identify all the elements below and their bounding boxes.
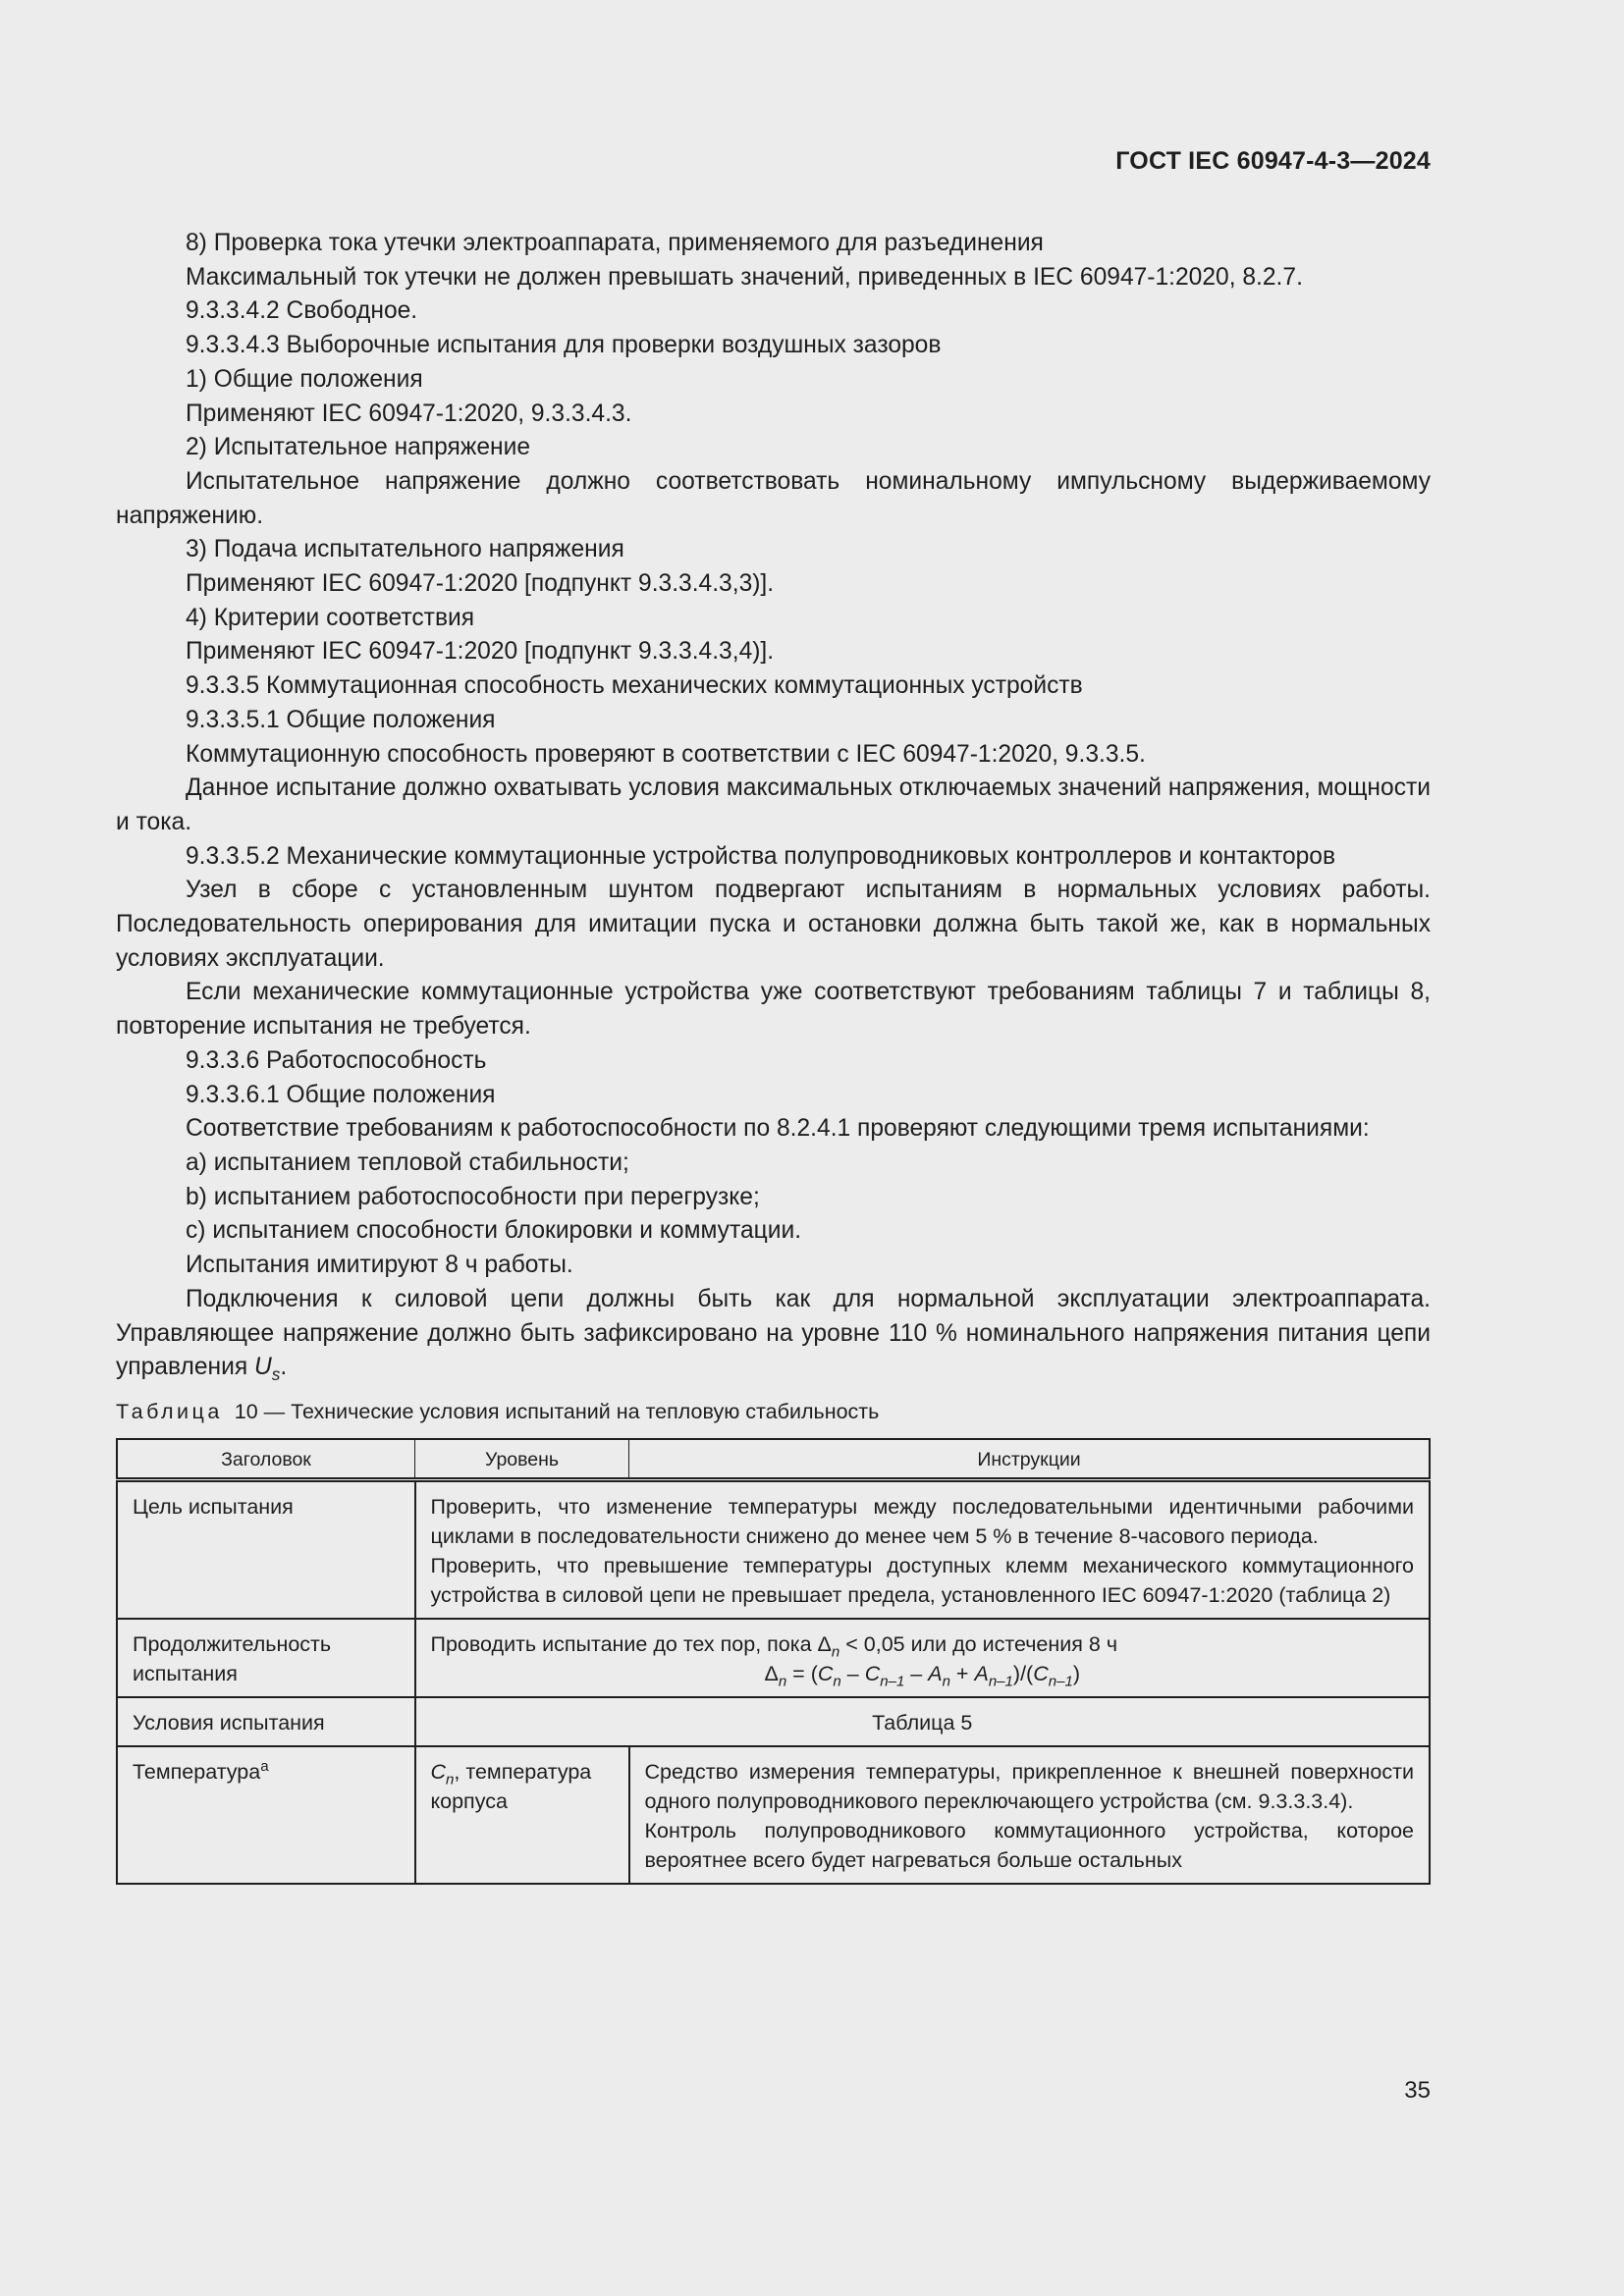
paragraph: Испытания имитируют 8 ч работы.	[186, 1252, 573, 1279]
paragraph: 9.3.3.5.2 Механические коммутационные устройства полупроводниковых контроллеров и контакторов	[186, 842, 1336, 870]
table-row	[117, 1697, 1430, 1746]
paragraph: 4) Критерии соответствия	[186, 604, 475, 631]
paragraph: Подключения к силовой цепи должны быть как для нормальной эксплуатации электроаппарата. Управляющее напряжение должно быть зафиксировано на уровне 110 % номинального напряжения питания цепи управления $U_s$.	[116, 1285, 1431, 1385]
paragraph: Испытательное напряжение должно соответствовать номинальному импульсному выдерживаемому напряжению.	[116, 467, 1431, 529]
paragraph: 9.3.3.4.2 Свободное.	[186, 297, 418, 325]
specification-table	[116, 1438, 1431, 1885]
paragraph: Соответствие требованиям к работоспособности по 8.2.4.1 проверяют следующими тремя испытаниями:	[186, 1115, 1370, 1143]
list-item: b) испытанием работоспособности при перегрузке;	[186, 1183, 760, 1210]
paragraph: Применяют IEC 60947-1:2020 [подпункт 9.3.3.4.3,4)].	[186, 638, 775, 666]
table-row	[117, 1479, 1430, 1619]
row-label: Цель испытания	[117, 1479, 415, 1619]
table-row	[117, 1746, 1430, 1884]
table-caption-label: Таблица	[116, 1399, 223, 1423]
paragraph: 9.3.3.5 Коммутационная способность механических коммутационных устройств	[186, 672, 1083, 700]
paragraph: 3) Подача испытательного напряжения	[186, 536, 624, 563]
table-header-row	[117, 1439, 1430, 1480]
row-text: Проверить, что изменение температуры между последовательными идентичными рабочими циклами в последовательности снижено до менее чем 5 % в течение 8-часового периода. Проверить, что превышение температуры доступных клемм механического коммутационного устройства в силовой цепи не превышает предела, установленного IEC 60947-1:2020 (таблица 2)	[415, 1479, 1431, 1619]
paragraph: Узел в сборе с установленным шунтом подвергают испытаниям в нормальных условиях работы. Последовательность оперирования для имитации пуска и остановки должна быть такой же, как в нормальных условиях эксплуатации.	[116, 877, 1431, 972]
symbol-us: $U_s$	[253, 1354, 281, 1385]
paragraph: 8) Проверка тока утечки электроаппарата, применяемого для разъединения	[186, 230, 1044, 256]
header-cell: Заголовок	[117, 1439, 415, 1480]
row-instructions: Средство измерения температуры, прикрепленное к внешней поверхности одного полупроводникового переключающего устройства (см. 9.3.3.3.4). Контроль полупроводникового коммутационного устройства, которое вероятнее всего будет нагреваться больше остальных	[629, 1746, 1431, 1884]
page-number: 35	[1404, 2077, 1431, 2104]
row-label: Продолжительность испытания	[117, 1619, 415, 1697]
paragraph: Применяют IEC 60947-1:2020 [подпункт 9.3.3.4.3,3)].	[186, 570, 775, 598]
paragraph: Данное испытание должно охватывать условия максимальных отключаемых значений напряжения, мощности и тока.	[116, 774, 1431, 835]
row-level: $C_n$, температура корпуса	[415, 1746, 629, 1884]
standard-designation: ГОСТ IEC 60947-4-3—2024	[1115, 147, 1431, 175]
list-item: c) испытанием способности блокировки и коммутации.	[186, 1217, 802, 1245]
row-label: Условия испытания	[117, 1697, 415, 1746]
delta-formula: $\Delta_n = (C_n - C_{n-1} - A_n + A_{n-1})/(C_{n-1})$	[764, 1661, 1081, 1690]
list-item: a) испытанием тепловой стабильности;	[186, 1148, 629, 1176]
header-cell: Инструкции	[629, 1439, 1431, 1480]
row-text: Проводить испытание до тех пор, пока $\Delta_n < 0,05$ или до истечения 8 ч $\Delta_n = (C_n - C_{n-1} - A_n + A_{n-1})/(C_{n-1})$	[415, 1619, 1431, 1697]
row-label: Температура$^a$	[117, 1746, 415, 1884]
paragraph-text: Подключения к силовой цепи должны быть как для нормальной эксплуатации электроаппарата. Управляющее напряжение должно быть зафиксировано на уровне 110 % номинального напряжения питания цепи управления	[116, 1285, 1431, 1381]
paragraph: 1) Общие положения	[186, 365, 423, 393]
table-row	[117, 1619, 1430, 1697]
paragraph: Максимальный ток утечки не должен превышать значений, приведенных в IEC 60947-1:2020, 8.2.7.	[186, 263, 1303, 291]
body-text	[116, 227, 1431, 1885]
paragraph: 9.3.3.5.1 Общие положения	[186, 706, 496, 733]
header-cell: Уровень	[415, 1439, 629, 1480]
paragraph: 2) Испытательное напряжение	[186, 434, 531, 461]
paragraph: Если механические коммутационные устройства уже соответствуют требованиям таблицы 7 и таблицы 8, повторение испытания не требуется.	[116, 979, 1431, 1041]
table-caption-text: 10 — Технические условия испытаний на тепловую стабильность	[234, 1399, 880, 1423]
paragraph: Коммутационную способность проверяют в соответствии с IEC 60947-1:2020, 9.3.3.5.	[186, 740, 1146, 768]
paragraph: 9.3.3.4.3 Выборочные испытания для проверки воздушных зазоров	[186, 332, 942, 359]
paragraph: Применяют IEC 60947-1:2020, 9.3.3.4.3.	[186, 400, 632, 427]
paragraph: 9.3.3.6 Работоспособность	[186, 1046, 487, 1074]
paragraph: 9.3.3.6.1 Общие положения	[186, 1081, 496, 1108]
table-caption	[116, 1395, 1431, 1428]
row-value: Таблица 5	[415, 1697, 1431, 1746]
